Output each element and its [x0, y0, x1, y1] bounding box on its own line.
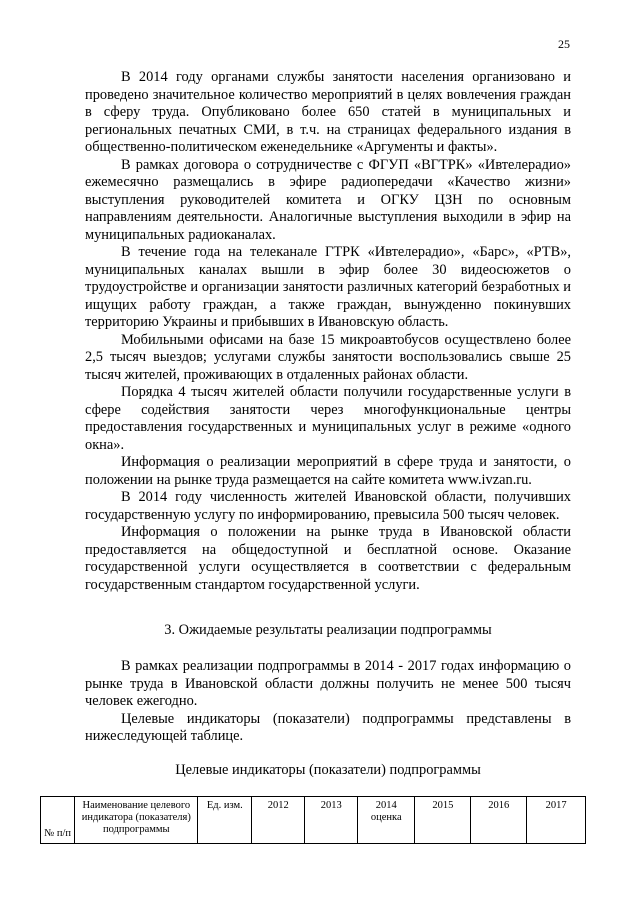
paragraph: В рамках реализации подпрограммы в 2014 - 2017 годах информацию о рынке труда в Ивановской области должны получить не менее 500 тысяч человек ежегодно. [85, 658, 571, 709]
body-text-bottom [85, 658, 571, 746]
header-unit: Ед. изм. [198, 797, 252, 844]
paragraph: Информация о положении на рынке труда в Ивановской области предоставляется на общедоступной и бесплатной основе. Оказание государственной услуги осуществляется в соответствии с федеральным государственным стандартом государственной услуги. [85, 524, 571, 593]
header-name: Наименование целевого индикатора (показателя) подпрограммы [75, 797, 198, 844]
table-header-row [41, 797, 586, 844]
header-num: № п/п [41, 797, 75, 844]
paragraph: В течение года на телеканале ГТРК «Ивтелерадио», «Барс», «РТВ», муниципальных каналах вышли в эфир более 30 видеосюжетов о трудоустройстве и организации занятости различных категорий безработных и ищущих работу граждан, а также граждан, вынужденно покинувших территорию Украины и прибывших в Ивановскую область. [85, 244, 571, 330]
section-heading: 3. Ожидаемые результаты реализации подпрограммы [164, 622, 492, 638]
paragraph: Информация о реализации мероприятий в сфере труда и занятости, о положении на рынке труда размещается на сайте комитета www.ivzan.ru. [85, 454, 571, 488]
paragraph: В рамках договора о сотрудничестве с ФГУП «ВГТРК» «Ивтелерадио» ежемесячно размещались в эфире радиопередачи «Качество жизни» выступления руководителей комитета и ОГКУ ЦЗН по основным направлениям деятельности. Аналогичные выступления выходили в эфир на муниципальных радиоканалах. [85, 156, 571, 243]
header-2017: 2017 [527, 797, 586, 844]
body-text-top [85, 69, 571, 594]
indicators-table [40, 796, 586, 844]
paragraph: В 2014 году численность жителей Ивановской области, получивших государственную услугу по информированию, превысила 500 тысяч человек. [85, 489, 571, 523]
paragraph: Порядка 4 тысяч жителей области получили государственные услуги в сфере содействия занятости через многофункциональные центры предоставления государственных и муниципальных услуг в режиме «одного окна». [85, 384, 571, 453]
header-2014: 2014 оценка [358, 797, 415, 844]
header-2015: 2015 [415, 797, 471, 844]
paragraph: В 2014 году органами службы занятости населения организовано и проведено значительное количество мероприятий в целях вовлечения граждан в сферу труда. Опубликовано более 650 статей в муниципальных и региональных печатных СМИ, в т.ч. на страницах федерального издания в общественно-политическом еженедельнике «Аргументы и факты». [85, 69, 571, 155]
paragraph: Мобильными офисами на базе 15 микроавтобусов осуществлено более 2,5 тысяч выездов; услугами службы занятости воспользовались свыше 25 тысяч жителей, проживающих в отдаленных районах области. [85, 331, 571, 383]
header-2016: 2016 [471, 797, 527, 844]
header-2012: 2012 [252, 797, 305, 844]
header-2013: 2013 [305, 797, 358, 844]
paragraph: Целевые индикаторы (показатели) подпрограммы представлены в нижеследующей таблице. [85, 710, 571, 744]
table-caption: Целевые индикаторы (показатели) подпрограммы [175, 762, 481, 778]
page-number: 25 [558, 37, 570, 51]
